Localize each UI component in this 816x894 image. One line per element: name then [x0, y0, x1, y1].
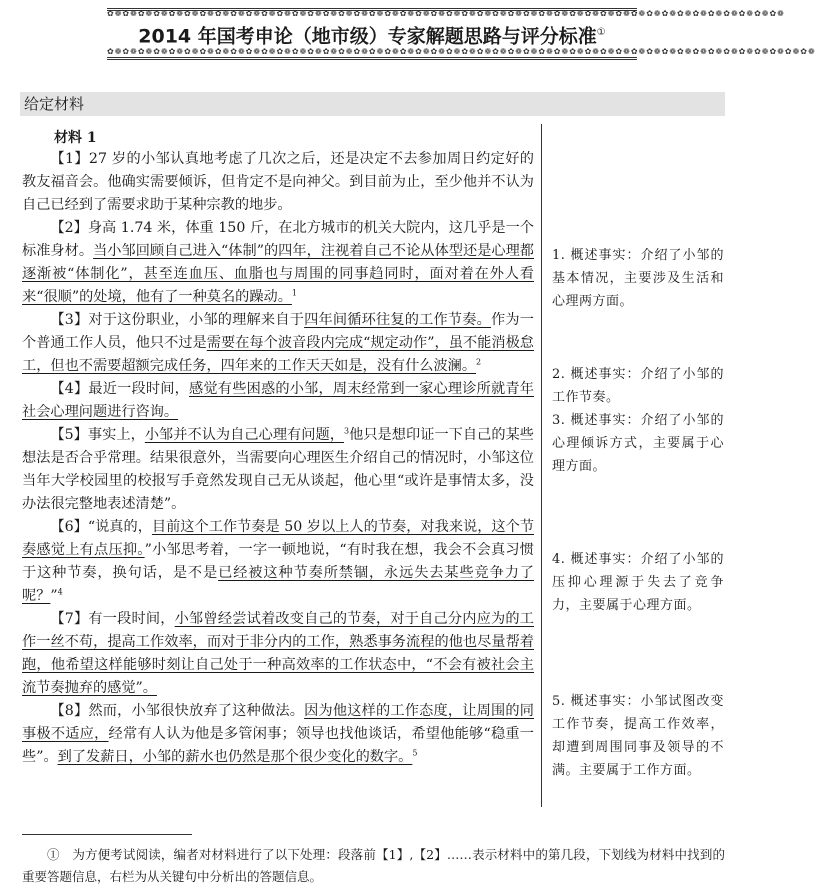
footnote-rule — [22, 834, 192, 835]
material-body — [22, 148, 534, 769]
material-text: 【5】事实上， — [50, 427, 145, 443]
ornament-border-bottom: ✿❁✿❁✿❁✿❁✿❁✿❁✿❁✿❁✿❁✿❁✿❁✿❁✿❁✿❁✿❁✿❁✿❁✿❁✿❁✿❁✿❁✿❁✿❁✿❁✿❁✿❁✿❁✿❁✿❁✿❁✿❁✿❁✿❁✿❁✿❁✿❁✿❁✿❁✿❁✿❁✿❁✿❁✿❁✿❁✿❁✿❁ — [107, 47, 816, 56]
note-reference: 1 — [291, 288, 297, 298]
key-info-underlined: 当小邹回顾自己进入“体制”的四年，注视着自己不论从体型还是心理都逐渐被“体制化”，甚至连血压、血脂也与周围的同事趋同时，面对着在外人看来“很顺”的处境，他有了一种莫名的躁动。 — [22, 243, 534, 305]
material-text: 作为一个普通工作人员，他只不过是 — [22, 312, 534, 351]
side-note-5: 5. 概述事实：小邹试图改变工作节奏，提高工作效率，却遭到周围同事及领导的不满。主要属于工作方面。 — [552, 694, 724, 778]
material-heading: 材料 1 — [54, 130, 97, 146]
material-text: 【2】身高 1.74 米，体重 150 斤，在北方城市的机关大院内，这几乎是一个标准身材。 — [22, 220, 534, 259]
material-text: 【3】对于这份职业，小邹的理解来自于 — [50, 312, 305, 328]
material-paragraph — [22, 309, 534, 378]
key-info-underlined: 因为他这样的工作态度，让周围的同事极不适应， — [22, 703, 534, 742]
key-info-underlined: 四年间循环往复的工作节奏。 — [304, 312, 492, 328]
key-info-underlined: 需要在每个波音段内完成“规定动作”，虽不能消极怠工，但也不需要超额完成任务，四年来的工作天天如是，没有什么波澜。 — [22, 335, 534, 374]
note-reference: 3 — [343, 426, 350, 436]
material-paragraph — [22, 516, 534, 608]
side-note-1: 1. 概述事实：介绍了小邹的基本情况，主要涉及生活和心理两方面。 — [552, 248, 724, 309]
footnote-text: 为方便考试阅读，编者对材料进行了以下处理：段落前【1】,【2】……表示材料中的第几段，下划线为材料中找到的重要答题信息，右栏为从关键句中分析出的答题信息。 — [22, 847, 725, 884]
ornament-border-top: ✿❁✿❁✿❁✿❁✿❁✿❁✿❁✿❁✿❁✿❁✿❁✿❁✿❁✿❁✿❁✿❁✿❁✿❁✿❁✿❁✿❁✿❁✿❁✿❁✿❁✿❁✿❁✿❁✿❁✿❁✿❁✿❁✿❁✿❁✿❁✿❁✿❁✿❁✿❁✿❁✿❁✿❁✿❁✿❁ — [107, 9, 785, 18]
material-text: 【8】然而，小邹很快放弃了这种做法。 — [50, 703, 305, 719]
note-reference: 4 — [57, 587, 63, 597]
key-info-underlined: 小邹并不认为自己心理有问题， — [144, 427, 344, 443]
material-text: 【4】最近一段时间， — [50, 381, 190, 397]
key-info-underlined: 已经被这种节奏所禁锢，永远失去某些竞争力了呢？ — [22, 565, 534, 604]
key-info-underlined: 目前这个工作节奏是 50 岁以上人的节奏，对我来说，这个节奏感觉上有点压抑。 — [22, 519, 535, 558]
title-footnote-mark: ① — [596, 27, 606, 38]
material-paragraph — [22, 148, 534, 217]
material-paragraph — [22, 608, 534, 700]
material-paragraph — [22, 378, 534, 424]
page-title-text: 2014 年国考申论（地市级）专家解题思路与评分标准 — [138, 25, 597, 48]
page-title — [107, 20, 637, 49]
material-paragraph — [22, 700, 534, 769]
material-text: 经常有人认为他是多管闲事；领导也找他谈话，希望他能够“稳重一些”。 — [22, 726, 534, 765]
footnote — [22, 844, 725, 888]
material-text: ” — [50, 588, 58, 604]
material-paragraph — [22, 424, 534, 516]
key-info-underlined: 感觉有些困惑的小邹，周末经常到一家心理诊所就青年社会心理问题进行咨询。 — [22, 381, 534, 420]
side-note-2: 2. 概述事实：介绍了小邹的工作节奏。 — [552, 367, 724, 405]
side-note-4: 4. 概述事实：介绍了小邹的压抑心理源于失去了竞争力，主要属于心理方面。 — [552, 552, 724, 613]
material-paragraph — [22, 217, 534, 309]
note-reference: 2 — [476, 357, 482, 367]
material-text: ”小邹思考着，一字一顿地说，“有时我在想，我会不会真习惯于这种节奏，换句话，是不是 — [22, 542, 534, 581]
note-reference: 5 — [412, 748, 418, 758]
key-info-underlined: 到了发薪日，小邹的薪水也仍然是那个很少变化的数字。 — [57, 749, 413, 765]
section-heading: 给定材料 — [20, 92, 725, 116]
material-text: 【6】“说真的， — [50, 519, 152, 535]
material-text: 【7】有一段时间， — [50, 611, 175, 627]
footnote-mark: ① — [47, 847, 60, 862]
side-note-3: 3. 概述事实：介绍了小邹的心理倾诉方式，主要属于心理方面。 — [552, 413, 724, 474]
material-text: 【1】27 岁的小邹认真地考虑了几次之后，还是决定不去参加周日约定好的教友福音会。他确实需要倾诉，但肯定不是向神父。到目前为止，至少他并不认为自己已经到了需要求助于某种宗教的地步。 — [22, 151, 534, 213]
key-info-underlined: 小邹曾经尝试着改变自己的节奏，对于自己分内应为的工作一丝不苟，提高工作效率，而对于非分内的工作，熟悉事务流程的他也尽量帮着跑，他希望这样能够时刻让自己处于一种高效率的工作状态中，“不会有被社会主流节奏抛弃的感觉”。 — [22, 611, 534, 696]
column-divider — [541, 124, 542, 807]
material-text: 他只是想印证一下自己的某些想法是否合乎常理。结果很意外，当需要向心理医生介绍自己的情况时，小邹这位当年大学校园里的校报写手竟然发现自己无从谈起，他心里“或许是事情太多，没办法很完整地表述清楚”。 — [22, 427, 534, 512]
